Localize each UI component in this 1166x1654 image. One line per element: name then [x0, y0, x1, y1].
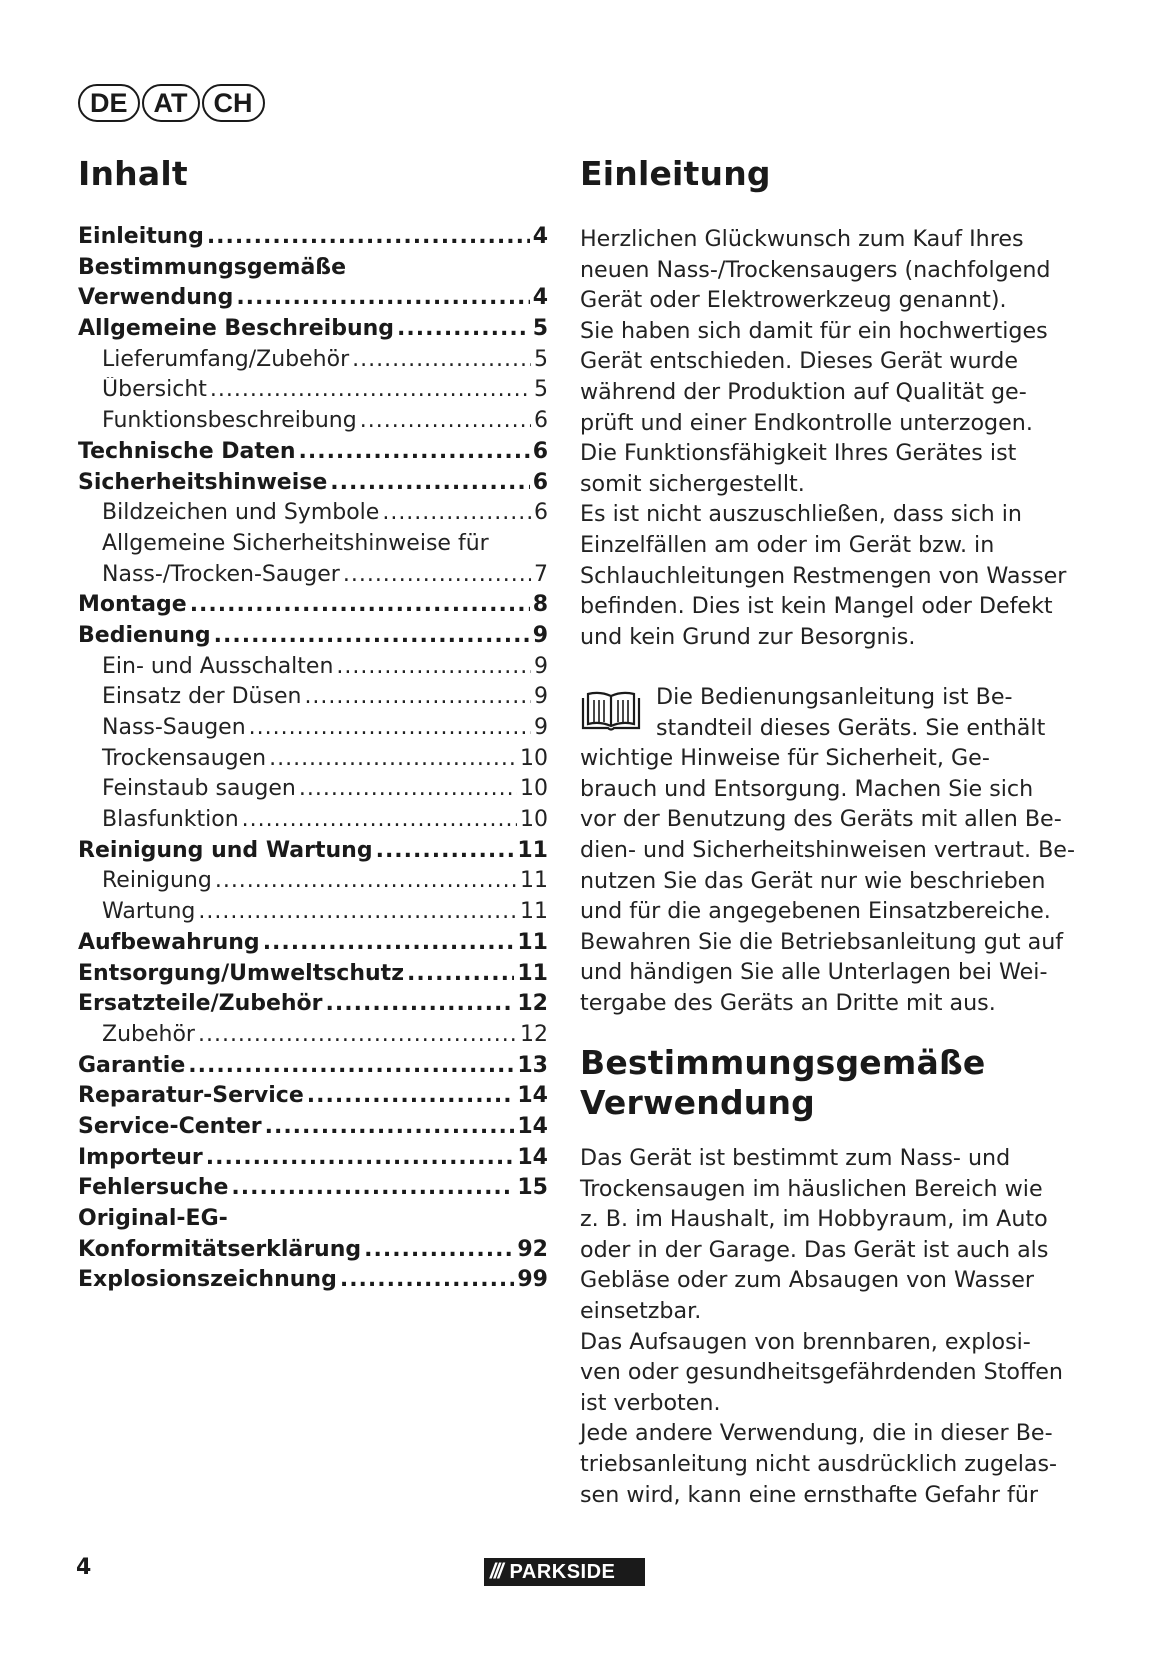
toc-dot-leader	[352, 347, 531, 372]
text-line: nutzen Sie das Gerät nur wie beschrieben	[580, 867, 1046, 894]
toc-entry-page: 9	[534, 684, 548, 710]
toc-entry	[78, 776, 548, 807]
toc-entry-label: Nass-/Trocken-Sauger	[102, 561, 340, 587]
einleitung-body	[580, 224, 1067, 652]
toc-entry-label: Wartung	[102, 899, 196, 925]
toc-entry-page: 10	[520, 807, 548, 833]
toc-entry-page: 14	[517, 1083, 548, 1109]
manual-note-text	[580, 682, 1075, 1019]
toc-dot-leader	[214, 623, 530, 648]
text-line: Gebläse oder zum Absaugen von Wasser	[580, 1267, 1034, 1294]
toc-entry	[78, 592, 548, 623]
text-line: dien- und Sicherheitshinweisen vertraut. Be-	[580, 836, 1075, 863]
toc-entry	[78, 439, 548, 470]
bestimmung-heading-line1: Bestimmungsgemäße	[580, 1043, 986, 1082]
toc-entry	[78, 285, 548, 316]
toc-entry	[78, 1083, 548, 1114]
text-line: neuen Nass-/Trockensaugers (nachfolgend	[580, 256, 1051, 283]
toc-entry-label: Feinstaub saugen	[102, 776, 296, 802]
toc-dot-leader	[376, 838, 515, 863]
text-line: einsetzbar.	[580, 1297, 702, 1324]
toc-dot-leader	[343, 562, 531, 587]
toc-entry-label: Garantie	[78, 1052, 186, 1078]
toc-entry-label: Bildzeichen und Symbole	[102, 500, 380, 526]
toc-entry-label: Reparatur-Service	[78, 1083, 304, 1109]
toc-entry-label: Allgemeine Beschreibung	[78, 316, 395, 342]
text-line: und kein Grund zur Besorgnis.	[580, 623, 916, 650]
toc-entry	[78, 684, 548, 715]
toc-entry-page: 9	[534, 715, 548, 740]
toc-entry	[78, 930, 548, 961]
toc-dot-leader	[340, 1267, 515, 1292]
toc-entry	[78, 715, 548, 746]
toc-entry-label: Zubehör	[102, 1021, 195, 1047]
toc-dot-leader	[190, 592, 530, 617]
text-line: Einzelfällen am oder im Gerät bzw. in	[580, 531, 995, 558]
toc-entry	[78, 991, 548, 1022]
text-line: vor der Benutzung des Geräts mit allen Be-	[580, 806, 1062, 833]
toc-entry-label: Ersatzteile/Zubehör	[78, 991, 323, 1017]
text-line: prüft und einer Endkontrolle unterzogen.	[580, 409, 1033, 436]
text-line: triebsanleitung nicht ausdrücklich zugelas-	[580, 1450, 1058, 1477]
toc-entry	[78, 531, 548, 562]
toc-entry-page: 13	[517, 1052, 548, 1078]
toc-dot-leader	[215, 868, 517, 893]
text-line: Gerät oder Elektrowerkzeug genannt).	[580, 287, 1007, 314]
toc-entry-page: 92	[517, 1236, 548, 1262]
text-line: somit sichergestellt.	[580, 470, 805, 497]
text-line: brauch und Entsorgung. Machen Sie sich	[580, 775, 1034, 802]
toc-entry	[78, 562, 548, 593]
text-line: ist verboten.	[580, 1389, 721, 1416]
toc-entry-label: Sicherheitshinweise	[78, 469, 328, 495]
toc-entry-page: 12	[520, 1021, 548, 1047]
text-line: Sie haben sich damit für ein hochwertiges	[580, 317, 1048, 344]
text-line: Es ist nicht auszuschließen, dass sich in	[580, 501, 1022, 528]
bestimmung-heading	[580, 1043, 985, 1123]
toc-entry-label: Einsatz der Düsen	[102, 684, 302, 710]
toc-dot-leader	[382, 500, 531, 525]
text-line: tergabe des Geräts an Dritte mit aus.	[580, 989, 996, 1016]
toc-entry	[78, 654, 548, 685]
toc-entry-label: Allgemeine Sicherheitshinweise für	[102, 530, 489, 556]
toc-entry-page: 14	[517, 1113, 548, 1139]
toc-entry-page: 7	[534, 561, 548, 587]
toc-dot-leader	[263, 930, 515, 955]
toc-entry-label: Lieferumfang/Zubehör	[102, 346, 350, 372]
toc-entry-page: 5	[532, 316, 548, 342]
text-line: Trockensaugen im häuslichen Bereich wie	[580, 1175, 1043, 1202]
toc-entry-label: Fehlersuche	[78, 1175, 229, 1201]
toc-entry-label: Trockensaugen	[102, 745, 267, 771]
toc-entry	[78, 899, 548, 930]
einleitung-paragraph	[580, 224, 1067, 652]
toc-dot-leader	[360, 408, 531, 433]
toc-entry	[78, 1022, 548, 1053]
toc-entry-page: 6	[534, 408, 548, 434]
toc-entry	[78, 377, 548, 408]
text-line: z. B. im Haushalt, im Hobbyraum, im Auto	[580, 1206, 1048, 1233]
toc-entry-page: 10	[520, 745, 548, 771]
toc-dot-leader	[299, 439, 530, 464]
toc-dot-leader	[207, 224, 530, 249]
bestimmung-heading-line2: Verwendung	[580, 1083, 815, 1122]
toc-entry-label: Montage	[78, 592, 187, 618]
toc-dot-leader	[210, 377, 531, 402]
toc-dot-leader	[269, 746, 517, 771]
book-icon	[580, 690, 642, 734]
text-line: Bewahren Sie die Betriebsanleitung gut auf	[580, 928, 1064, 955]
toc-entry-page: 4	[532, 285, 548, 311]
toc-entry-label: Konformitätserklärung	[78, 1236, 362, 1262]
toc-entry-label: Service-Center	[78, 1113, 262, 1139]
manual-note	[580, 682, 1075, 1019]
toc-dot-leader	[397, 316, 530, 341]
toc-entry-page: 15	[517, 1175, 548, 1201]
toc-entry-page: 11	[520, 868, 548, 894]
toc-entry-label: Reinigung	[102, 868, 212, 894]
text-line: ven oder gesundheitsgefährdenden Stoffen	[580, 1359, 1063, 1386]
toc-entry-label: Original-EG-	[78, 1206, 228, 1231]
toc-dot-leader	[364, 1237, 514, 1262]
toc-entry-page: 10	[520, 776, 548, 802]
toc-entry-label: Nass-Saugen	[102, 715, 246, 740]
toc-entry-label: Funktionsbeschreibung	[102, 408, 357, 434]
logo-brand: PARKSIDE	[509, 1560, 616, 1583]
toc-dot-leader	[265, 1114, 515, 1139]
toc-entry-page: 9	[534, 653, 548, 679]
toc-entry	[78, 408, 548, 439]
page-number: 4	[76, 1555, 92, 1580]
toc-dot-leader	[299, 776, 517, 801]
text-line: Herzlichen Glückwunsch zum Kauf Ihres	[580, 226, 1024, 252]
toc-entry-page: 5	[534, 377, 548, 403]
toc-entry-label: Bedienung	[78, 622, 211, 648]
toc-entry-page: 11	[517, 929, 548, 955]
toc-dot-leader	[307, 1083, 515, 1108]
toc-entry	[78, 1267, 548, 1298]
toc-entry-label: Technische Daten	[78, 438, 296, 464]
text-line: während der Produktion auf Qualität ge-	[580, 378, 1027, 405]
toc-entry-page: 9	[532, 622, 548, 648]
toc-entry-page: 14	[517, 1144, 548, 1170]
bestimmung-body	[580, 1143, 1063, 1510]
toc-entry-page: 11	[517, 960, 548, 986]
toc-entry	[78, 1145, 548, 1176]
toc-entry-page: 5	[534, 346, 548, 372]
toc-entry-label: Entsorgung/Umweltschutz	[78, 960, 404, 986]
toc-entry	[78, 838, 548, 869]
toc-entry-label: Ein- und Ausschalten	[102, 653, 334, 679]
toc-entry-page: 12	[517, 991, 548, 1017]
text-line: und händigen Sie alle Unterlagen bei Wei-	[580, 959, 1048, 986]
text-line: wichtige Hinweise für Sicherheit, Ge-	[580, 745, 990, 772]
toc-entry-page: 11	[517, 837, 548, 863]
bestimmung-paragraph	[580, 1143, 1063, 1510]
text-line: Die Bedienungsanleitung ist Be-	[656, 684, 1013, 710]
toc-entry-page: 6	[532, 438, 548, 464]
toc-entry-page: 6	[534, 500, 548, 526]
toc-entry	[78, 623, 548, 654]
toc-entry-label: Blasfunktion	[102, 807, 239, 833]
country-codes	[78, 84, 267, 122]
text-line: Schlauchleitungen Restmengen von Wasser	[580, 562, 1067, 589]
toc-dot-leader	[242, 807, 517, 832]
toc-entry-page: 11	[520, 899, 548, 925]
text-line: Die Funktionsfähigkeit Ihres Gerätes ist	[580, 440, 1017, 467]
text-line: und für die angegebenen Einsatzbereiche.	[580, 898, 1051, 925]
text-line: Jede andere Verwendung, die in dieser Be-	[580, 1420, 1053, 1447]
text-line: sen wird, kann eine ernsthafte Gefahr für	[580, 1481, 1039, 1508]
toc-entry	[78, 500, 548, 531]
toc-dot-leader	[236, 285, 529, 310]
toc-entry-label: Übersicht	[102, 377, 207, 403]
toc-entry-label: Reinigung und Wartung	[78, 837, 373, 863]
country-badge-at: AT	[142, 84, 200, 122]
toc-entry-page: 99	[517, 1267, 548, 1293]
toc-entry	[78, 316, 548, 347]
toc-entry-label: Explosionszeichnung	[78, 1267, 337, 1293]
country-badge-ch: CH	[202, 84, 265, 122]
toc-entry	[78, 868, 548, 899]
toc-dot-leader	[326, 991, 515, 1016]
toc-entry-page: 6	[532, 469, 548, 495]
toc-dot-leader	[198, 899, 517, 924]
toc-dot-leader	[249, 715, 531, 740]
text-line: standteil dieses Geräts. Sie enthält	[656, 714, 1046, 741]
toc-entry	[78, 255, 548, 286]
toc-entry-label: Importeur	[78, 1144, 203, 1170]
toc-entry	[78, 1053, 548, 1084]
text-line: befinden. Dies ist kein Mangel oder Defekt	[580, 593, 1053, 620]
text-line: Gerät entschieden. Dieses Gerät wurde	[580, 348, 1018, 375]
toc-entry	[78, 807, 548, 838]
toc-entry-label: Einleitung	[78, 224, 204, 249]
toc-entry-page: 8	[532, 592, 548, 618]
text-line: oder in der Garage. Das Gerät ist auch als	[580, 1236, 1049, 1263]
toc-dot-leader	[198, 1022, 517, 1047]
text-line: Das Aufsaugen von brennbaren, explosi-	[580, 1328, 1031, 1355]
toc-dot-leader	[407, 961, 514, 986]
toc-entry	[78, 1206, 548, 1237]
toc-dot-leader	[330, 470, 529, 495]
logo-slashes: ///	[490, 1560, 502, 1583]
toc-dot-leader	[336, 654, 531, 679]
toc-entry	[78, 961, 548, 992]
table-of-contents	[78, 224, 548, 1298]
toc-entry-label: Aufbewahrung	[78, 929, 260, 955]
toc-dot-leader	[206, 1145, 515, 1170]
parkside-logo	[484, 1558, 645, 1586]
toc-entry	[78, 470, 548, 501]
toc-entry	[78, 1114, 548, 1145]
toc-entry	[78, 1237, 548, 1268]
toc-entry	[78, 746, 548, 777]
toc-dot-leader	[304, 684, 531, 709]
einleitung-heading: Einleitung	[580, 154, 771, 193]
toc-dot-leader	[231, 1175, 514, 1200]
toc-entry-label: Verwendung	[78, 285, 234, 311]
country-badge-de: DE	[78, 84, 140, 122]
toc-entry	[78, 224, 548, 255]
toc-heading: Inhalt	[78, 154, 188, 193]
toc-entry	[78, 347, 548, 378]
toc-entry-page: 4	[532, 224, 548, 249]
text-line: Das Gerät ist bestimmt zum Nass- und	[580, 1145, 1011, 1171]
toc-entry	[78, 1175, 548, 1206]
toc-entry-label: Bestimmungsgemäße	[78, 254, 347, 280]
toc-dot-leader	[188, 1053, 514, 1078]
